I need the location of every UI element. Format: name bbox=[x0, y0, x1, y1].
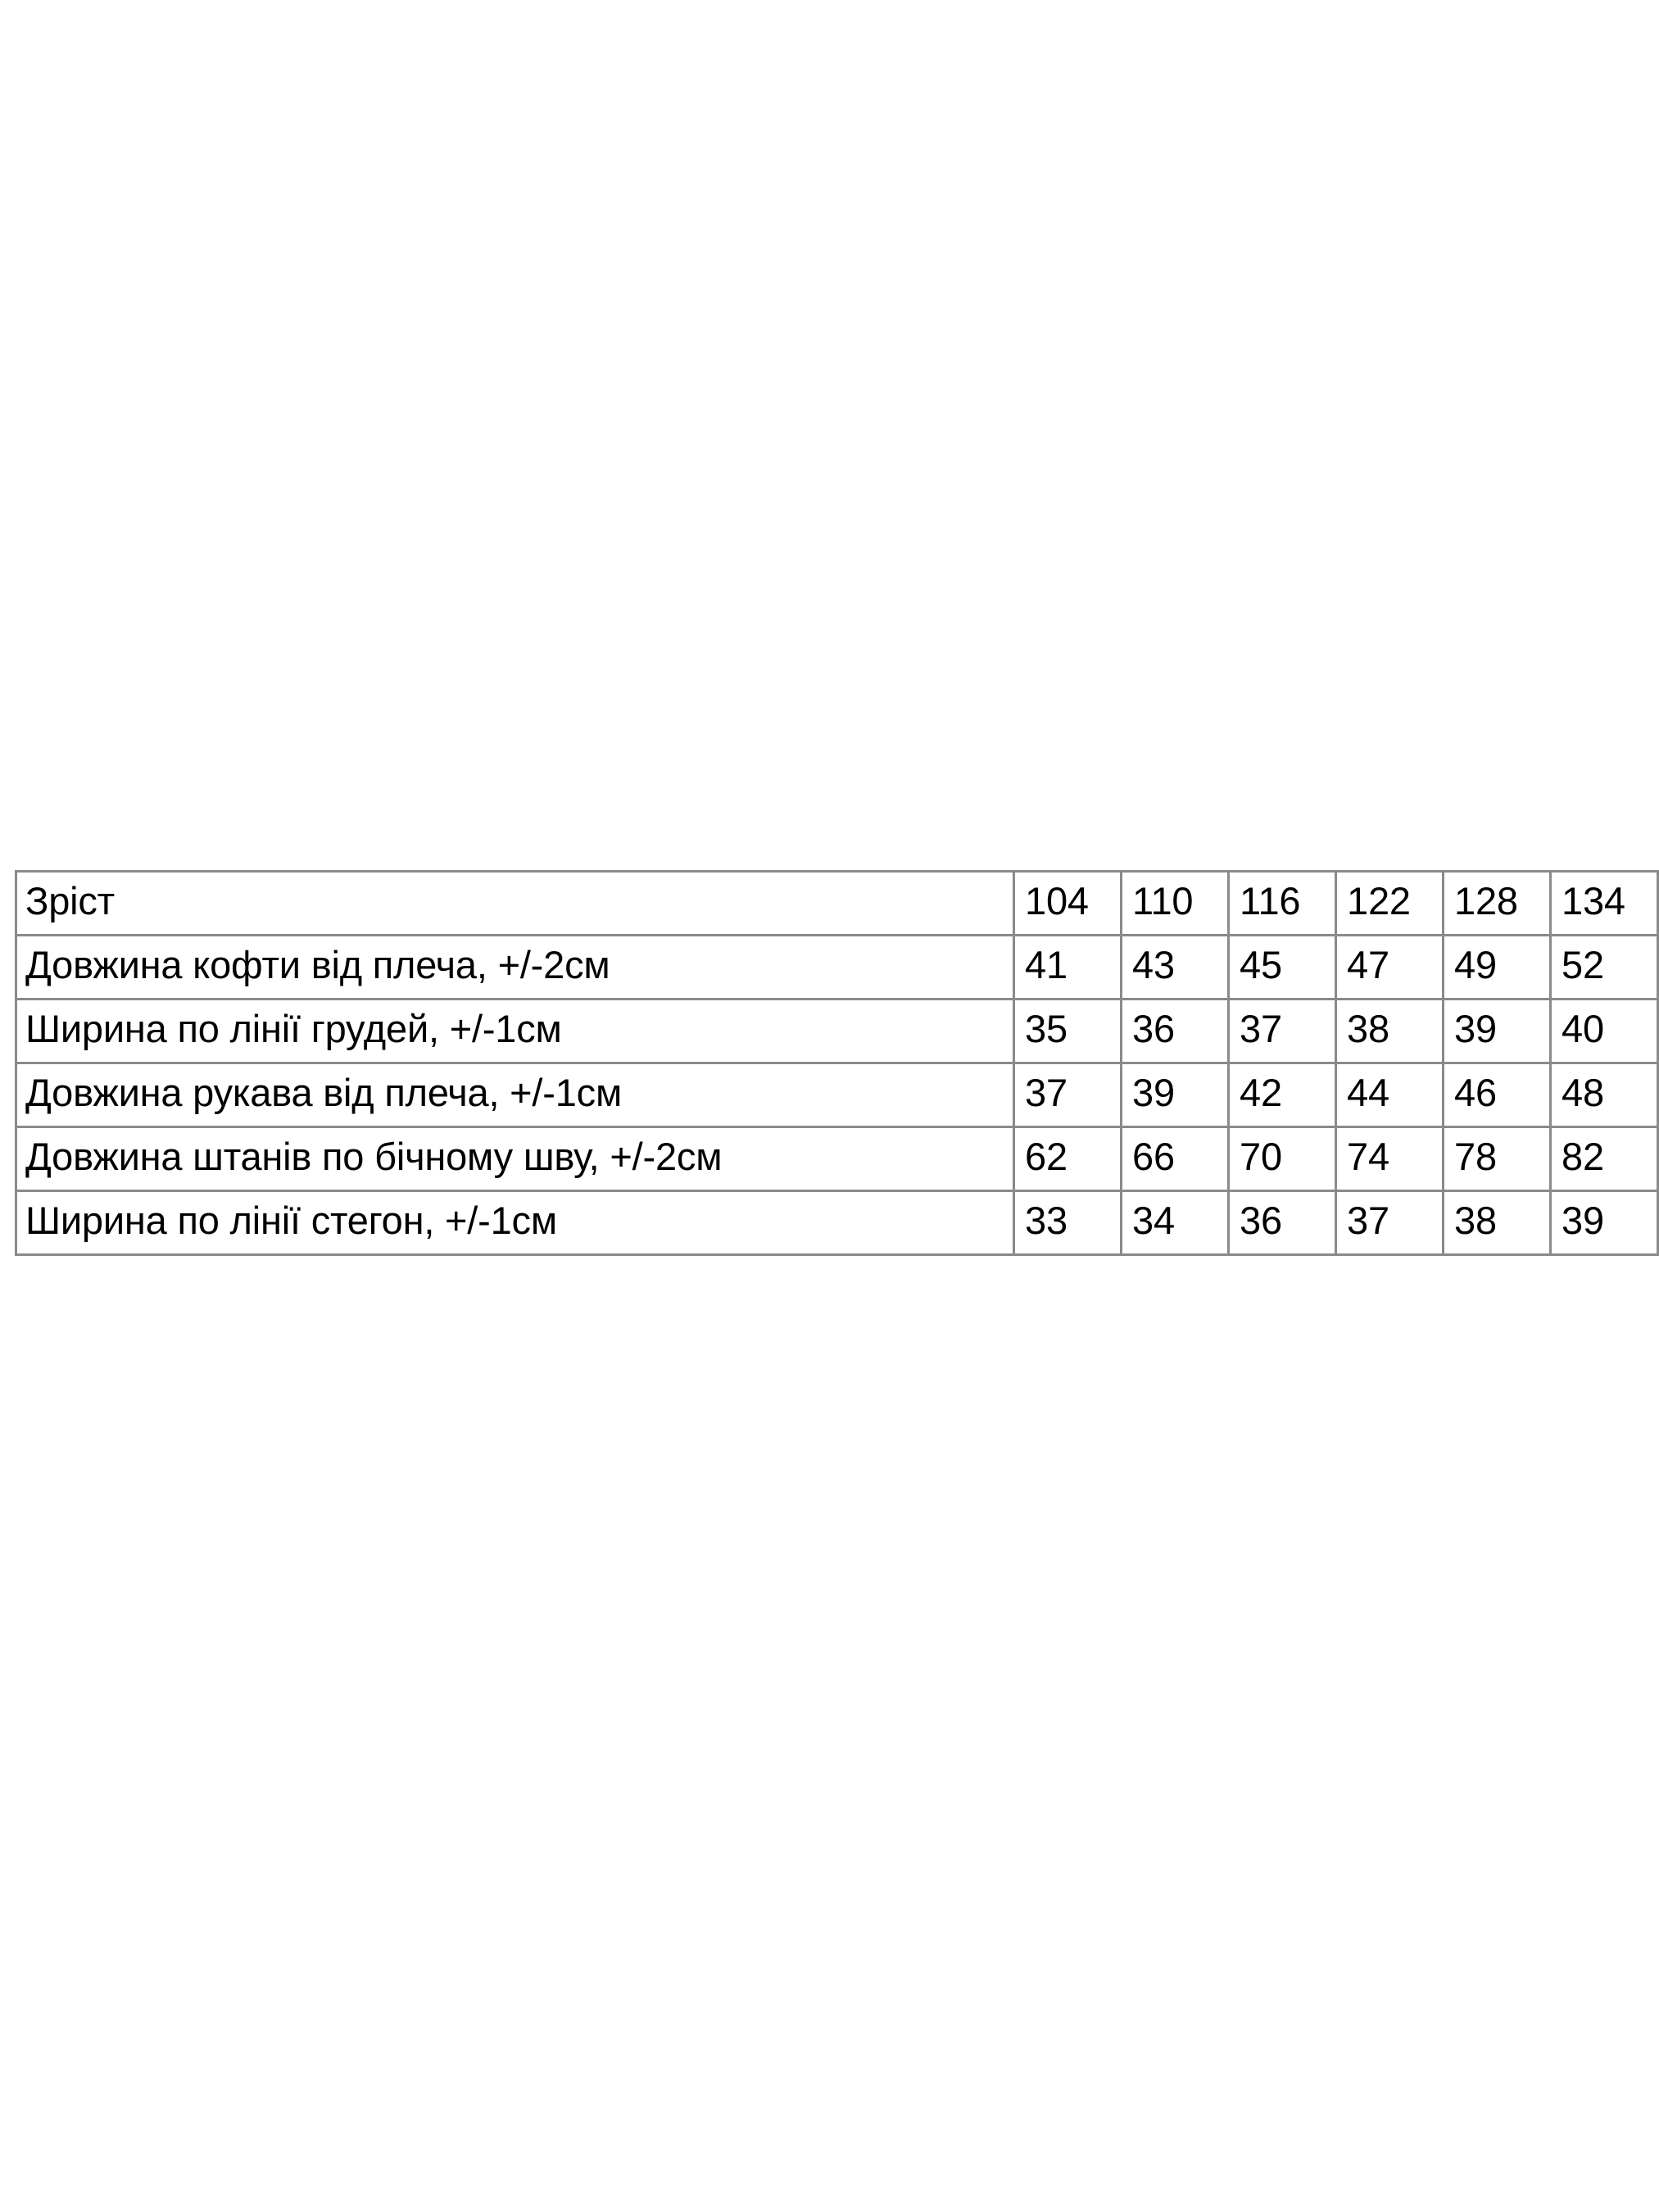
row-value: 38 bbox=[1444, 1191, 1551, 1255]
row-value: 39 bbox=[1551, 1191, 1658, 1255]
size-chart-table bbox=[15, 870, 1659, 1256]
row-value: 49 bbox=[1444, 936, 1551, 999]
row-value: 43 bbox=[1122, 936, 1229, 999]
row-label: Довжина кофти від плеча, +/-2см bbox=[16, 936, 1014, 999]
row-value: 52 bbox=[1551, 936, 1658, 999]
row-value: 78 bbox=[1444, 1127, 1551, 1191]
row-label: Довжина рукава від плеча, +/-1см bbox=[16, 1063, 1014, 1127]
row-value: 74 bbox=[1336, 1127, 1444, 1191]
table-row bbox=[16, 872, 1658, 936]
row-value: 37 bbox=[1014, 1063, 1122, 1127]
row-value: 134 bbox=[1551, 872, 1658, 936]
row-value: 38 bbox=[1336, 999, 1444, 1063]
row-value: 70 bbox=[1229, 1127, 1336, 1191]
row-value: 128 bbox=[1444, 872, 1551, 936]
row-value: 45 bbox=[1229, 936, 1336, 999]
row-value: 47 bbox=[1336, 936, 1444, 999]
row-value: 34 bbox=[1122, 1191, 1229, 1255]
table-row bbox=[16, 936, 1658, 999]
row-value: 35 bbox=[1014, 999, 1122, 1063]
size-chart-container bbox=[15, 870, 1657, 1256]
row-value: 62 bbox=[1014, 1127, 1122, 1191]
table-row bbox=[16, 999, 1658, 1063]
row-value: 37 bbox=[1229, 999, 1336, 1063]
row-value: 122 bbox=[1336, 872, 1444, 936]
row-value: 39 bbox=[1444, 999, 1551, 1063]
row-value: 33 bbox=[1014, 1191, 1122, 1255]
row-label: Зріст bbox=[16, 872, 1014, 936]
size-chart-body bbox=[16, 872, 1658, 1255]
row-value: 41 bbox=[1014, 936, 1122, 999]
row-value: 39 bbox=[1122, 1063, 1229, 1127]
table-row bbox=[16, 1191, 1658, 1255]
row-value: 40 bbox=[1551, 999, 1658, 1063]
row-value: 46 bbox=[1444, 1063, 1551, 1127]
row-value: 82 bbox=[1551, 1127, 1658, 1191]
row-label: Довжина штанів по бічному шву, +/-2см bbox=[16, 1127, 1014, 1191]
row-value: 66 bbox=[1122, 1127, 1229, 1191]
row-value: 36 bbox=[1229, 1191, 1336, 1255]
row-value: 116 bbox=[1229, 872, 1336, 936]
row-label: Ширина по лінії стегон, +/-1см bbox=[16, 1191, 1014, 1255]
row-label: Ширина по лінії грудей, +/-1см bbox=[16, 999, 1014, 1063]
row-value: 48 bbox=[1551, 1063, 1658, 1127]
table-row bbox=[16, 1127, 1658, 1191]
row-value: 104 bbox=[1014, 872, 1122, 936]
table-row bbox=[16, 1063, 1658, 1127]
row-value: 37 bbox=[1336, 1191, 1444, 1255]
row-value: 110 bbox=[1122, 872, 1229, 936]
row-value: 44 bbox=[1336, 1063, 1444, 1127]
row-value: 42 bbox=[1229, 1063, 1336, 1127]
row-value: 36 bbox=[1122, 999, 1229, 1063]
